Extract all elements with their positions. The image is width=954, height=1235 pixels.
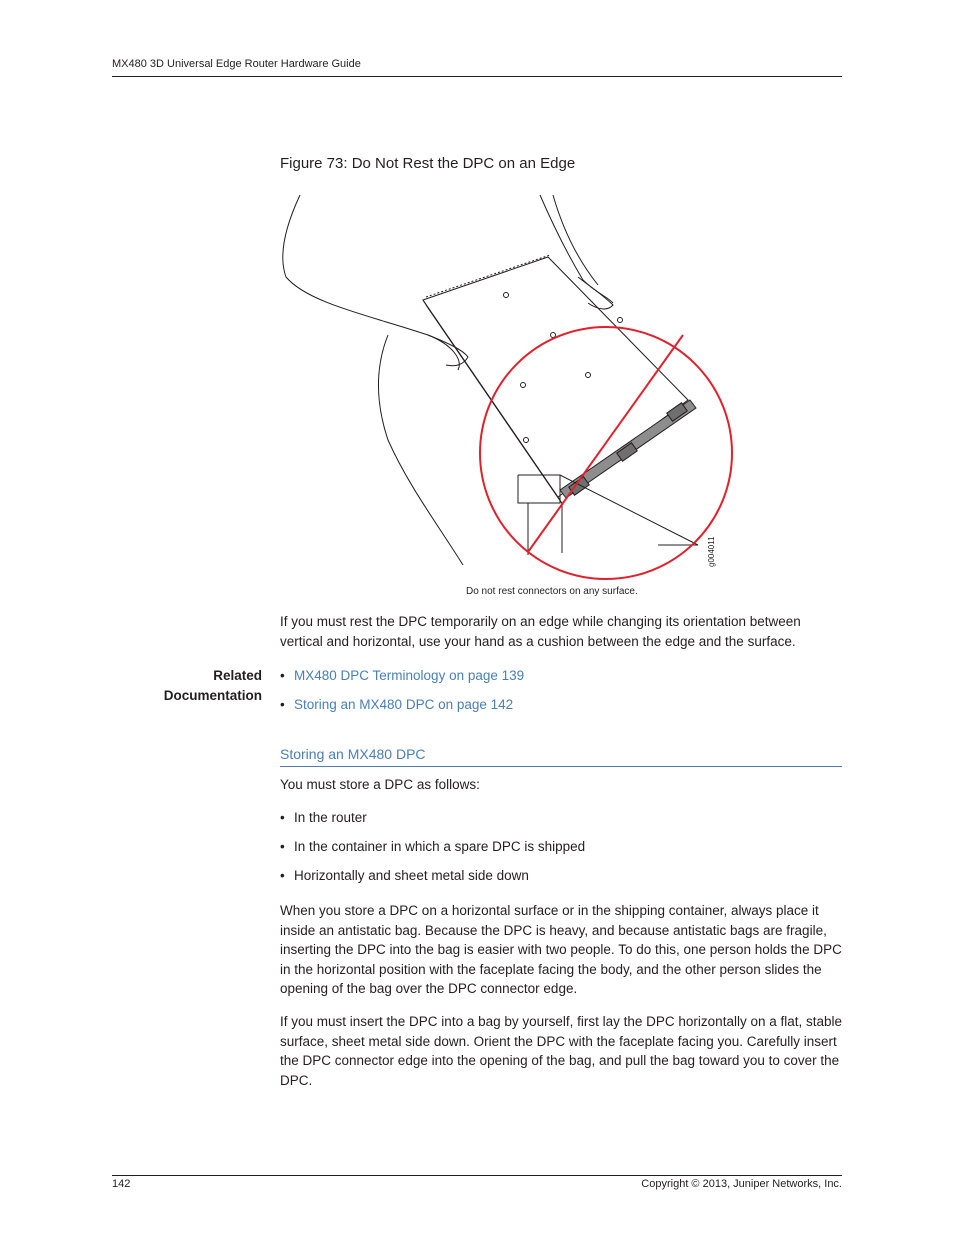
related-link-storing-dpc[interactable]: Storing an MX480 DPC on page 142 (294, 697, 514, 712)
table-surface (518, 475, 698, 545)
related-label-line2: Documentation (163, 688, 262, 703)
running-header: MX480 3D Universal Edge Router Hardware Guide (112, 58, 361, 70)
page-number: 142 (112, 1178, 131, 1190)
figure-illustration (278, 185, 738, 583)
related-label-line1: Related (213, 668, 262, 683)
bullet-text: In the container in which a spare DPC is shipped (294, 839, 586, 854)
screw (504, 293, 509, 298)
related-links-list (280, 666, 840, 724)
figure-caption: Do not rest connectors on any surface. (466, 586, 638, 597)
screw (524, 438, 529, 443)
list-item: • Storing an MX480 DPC on page 142 (280, 697, 514, 712)
screw (521, 383, 526, 388)
copyright: Copyright © 2013, Juniper Networks, Inc. (641, 1178, 842, 1190)
related-documentation-label (120, 666, 262, 706)
left-hand (428, 335, 468, 366)
prohibition-circle (480, 327, 732, 579)
header-rule (112, 76, 842, 77)
dpc-board (423, 257, 688, 497)
bullet-text: In the router (294, 810, 367, 825)
storage-paragraph-2: If you must insert the DPC into a bag by yourself, first lay the DPC horizontally on a flat, stable surface, sheet metal side down. Orient the DPC with the faceplate facing you. Carefully insert the DPC connector edge into the opening of the bag, and pull the bag toward you to cover the DPC. (280, 1014, 843, 1088)
screw (618, 318, 623, 323)
intro-paragraph: If you must rest the DPC temporarily on an edge while changing its orientation between vertical and horizontal, use your hand as a cushion between the edge and the surface. (280, 614, 801, 649)
list-item: • Horizontally and sheet metal side down (280, 868, 529, 883)
section-rule (280, 766, 842, 767)
storage-paragraph-1: When you store a DPC on a horizontal surface or in the shipping container, always place it inside an antistatic bag. Because the DPC is heavy, and because antistatic bags are fragile, inserting the DPC into the bag is easier with two people. To do this, one person holds the DPC in the horizontal position with the faceplate facing the body, and the other person slides the opening of the bag over the DPC connector edge. (280, 903, 842, 997)
related-link-dpc-terminology[interactable]: MX480 DPC Terminology on page 139 (294, 668, 525, 683)
section-heading: Storing an MX480 DPC (280, 746, 426, 762)
list-item: • In the container in which a spare DPC is shipped (280, 839, 586, 854)
dpc-top-rail (426, 255, 550, 297)
bullet-text: Horizontally and sheet metal side down (294, 868, 529, 883)
screw (586, 373, 591, 378)
left-torso-line (379, 335, 463, 565)
prohibition-slash (528, 335, 683, 552)
left-arm (283, 195, 459, 370)
section-intro: You must store a DPC as follows: (280, 777, 480, 792)
right-arm-edge (553, 195, 598, 285)
figure-title: Figure 73: Do Not Rest the DPC on an Edge (280, 155, 576, 172)
list-item: • In the router (280, 810, 367, 825)
footer-rule (112, 1175, 842, 1176)
list-item: • MX480 DPC Terminology on page 139 (280, 668, 525, 683)
screw (551, 333, 556, 338)
storage-bullets (280, 808, 840, 895)
table-edge (518, 475, 560, 503)
dpc-board-edge (423, 300, 563, 505)
figure-id: g004011 (707, 536, 716, 567)
